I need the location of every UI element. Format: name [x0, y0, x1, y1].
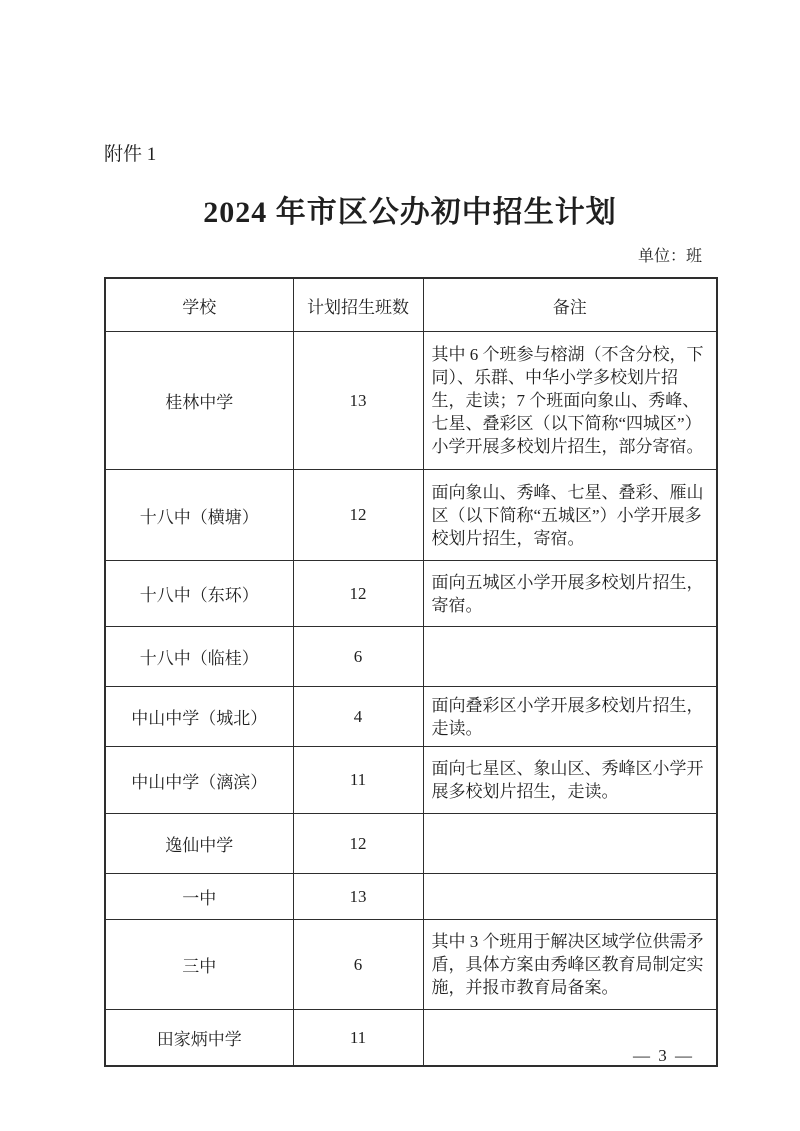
table-row: [105, 687, 717, 747]
remark-cell: [423, 874, 717, 920]
table-row: [105, 814, 717, 874]
table-row: [105, 747, 717, 814]
remark-cell: [423, 814, 717, 874]
remark-cell: [423, 627, 717, 687]
header-remark: 备注: [423, 278, 717, 332]
classes-cell: 11: [293, 1010, 423, 1067]
school-cell: 十八中（东环）: [105, 561, 293, 627]
classes-cell: 12: [293, 814, 423, 874]
table-row: [105, 920, 717, 1010]
header-school: 学校: [105, 278, 293, 332]
school-cell: 十八中（临桂）: [105, 627, 293, 687]
remark-cell: 面向叠彩区小学开展多校划片招生，走读。: [423, 687, 717, 747]
school-cell: 十八中（横塘）: [105, 470, 293, 561]
classes-cell: 12: [293, 470, 423, 561]
enrollment-table: [104, 277, 718, 1067]
school-cell: 逸仙中学: [105, 814, 293, 874]
unit-note: 单位：班: [637, 248, 702, 265]
classes-cell: 13: [293, 874, 423, 920]
classes-cell: 13: [293, 332, 423, 470]
remark-cell: 其中 6 个班参与榕湖（不含分校，下同）、乐群、中华小学多校划片招生，走读；7 个班面向象山、秀峰、七星、叠彩区（以下简称“四城区”）小学开展多校划片招生，部分寄宿。: [423, 332, 717, 470]
remark-cell: 面向象山、秀峰、七星、叠彩、雁山区（以下简称“五城区”）小学开展多校划片招生，寄宿。: [423, 470, 717, 561]
attachment-label: 附件 1: [104, 144, 157, 165]
school-cell: 中山中学（漓滨）: [105, 747, 293, 814]
classes-cell: 6: [293, 920, 423, 1010]
school-cell: 田家炳中学: [105, 1010, 293, 1067]
page-number: — 3 —: [633, 1046, 694, 1065]
remark-cell: 其中 3 个班用于解决区域学位供需矛盾，具体方案由秀峰区教育局制定实施，并报市教育局备案。: [423, 920, 717, 1010]
classes-cell: 12: [293, 561, 423, 627]
enrollment-table-wrap: [104, 277, 716, 1067]
school-cell: 桂林中学: [105, 332, 293, 470]
table-row: [105, 332, 717, 470]
remark-cell: 面向五城区小学开展多校划片招生，寄宿。: [423, 561, 717, 627]
table-row: [105, 627, 717, 687]
table-row: [105, 874, 717, 920]
page-title: 2024 年市区公办初中招生计划: [203, 196, 617, 229]
table-row: [105, 561, 717, 627]
school-cell: 一中: [105, 874, 293, 920]
remark-cell: 面向七星区、象山区、秀峰区小学开展多校划片招生，走读。: [423, 747, 717, 814]
table-header-row: [105, 278, 717, 332]
header-planned-classes: 计划招生班数: [293, 278, 423, 332]
school-cell: 三中: [105, 920, 293, 1010]
table-row: [105, 470, 717, 561]
classes-cell: 11: [293, 747, 423, 814]
classes-cell: 6: [293, 627, 423, 687]
classes-cell: 4: [293, 687, 423, 747]
school-cell: 中山中学（城北）: [105, 687, 293, 747]
